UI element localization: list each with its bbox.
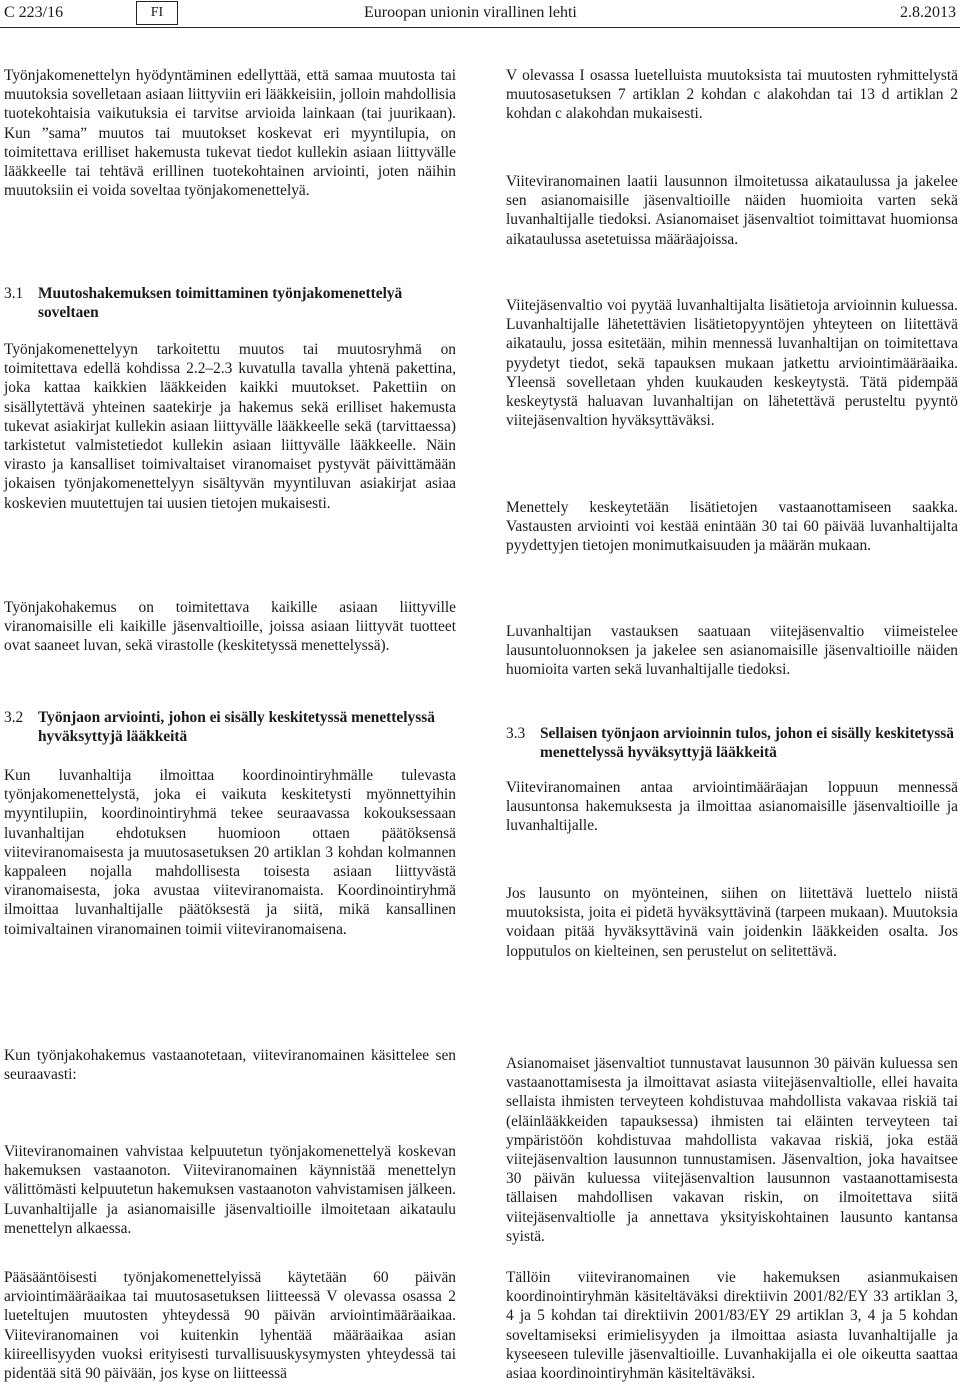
paragraph: Pääsääntöisesti työnjakomenettelyissä käytetään 60 päivän arviointimääräaikaa tai muutosasetuksen liitteessä V olevassa osassa 2 lueteltujen muutosten yhteydessä 90 päivän arviointimääräaikaa. Viiteviranomainen voi kuitenkin lyhentää määräaikaa asian kiireellisyyden vuoksi erityisesti turvallisuuskysymysten yhteydessä tai pidentää sitä 90 päivään, jos kyse on liitteessä [4,1269,456,1383]
header-rule [0,27,960,28]
paragraph: Työnjakomenettelyyn tarkoitettu muutos tai muutosryhmä on toimitettava edellä kohdissa 2.2–2.3 kuvatulla tavalla yhtenä pakettina, joka kattaa kaikkien lääkkeiden kaikki muutokset. Pakettiin on sisällytettävä yhteinen saatekirje ja hakemus sekä erilliset hakemusta tukevat asiakirjat kullekin asiaan liittyvälle lääkkeelle sekä (tarvittaessa) tarkistetut valmistetiedot kullekin asiaan liittyvälle lääkkeelle. Näin virasto ja kansalliset toimivaltaiset viranomaiset pystyvät päivittämään jokaisen työnjakomenettelyyn sisältyvän myyntiluvan asiakirjat asiaa koskevien muutettujen tai uusien tietojen mukaisesti. [4,341,456,512]
section-title: Työnjaon arviointi, johon ei sisälly keskitetyssä menettelyssä hyväksyttyjä lääkkeitä [38,709,435,746]
journal-reference: C 223/16 [4,4,64,21]
page-header [0,0,960,28]
paragraph: Kun luvanhaltija ilmoittaa koordinointiryhmälle tulevasta työnjakomenettelystä, joka ei vaikuta keskitetysti myönnettyihin myyntilupiin, koordinointiryhmä tekee seuraavassa kokouksessaan luvanhaltijan ehdotuksen huomioon ottaen päätöksensä viiteviranomaisesta ja muutosasetuksen 20 artiklan 3 kohdan kolmannen kappaleen nojalla mahdollisesta toisesta asiaan liittyvästä viranomaisesta, joka avustaa viiteviranomaista. Koordinointiryhmä ilmoittaa luvanhaltijalle päätöksestä ja siitä, mikä kansallinen toimivaltainen viranomainen toimii viiteviranomaisena. [4,767,456,938]
paragraph: V olevassa I osassa luetelluista muutoksista tai muutosten ryhmittelystä muutosasetuksen 7 artiklan 2 kohdan c alakohdan tai 13 d artiklan 2 kohdan c alakohdan mukaisesti. [506,67,958,123]
paragraph: Viiteviranomainen laatii lausunnon ilmoitetussa aikataulussa ja jakelee sen asianomaisille jäsenvaltioille näiden huomioita varten sekä luvanhaltijalle tiedoksi. Asianomaiset jäsenvaltiot toimittavat huomionsa aikataulussa asetetuissa määräajoissa. [506,173,958,248]
section-title: Muutoshakemuksen toimittaminen työnjakomenettelyä soveltaen [38,285,403,322]
section-heading-3-1 [4,284,456,322]
section-title: Sellaisen työnjaon arvioinnin tulos, johon ei sisälly keskitetyssä menettelyssä hyväksyttyjä lääkkeitä [540,725,954,762]
paragraph: Viitejäsenvaltio voi pyytää luvanhaltijalta lisätietoja arvioinnin kuluessa. Luvanhaltijalle lähetettävien lisätietopyyntöjen yhteyteen on liitettävä aikataulu, jossa esitetään, mihin mennessä luvanhaltijan on toimitettava pyydetyt tiedot, sekä tapauksen mukaan jatkettu arviointimääräaika. Yleensä sovelletaan yhden kuukauden keskeytystä. Tätä pidempää keskeytystä haluavan luvanhaltijan on lähetettävä perusteltu pyyntö viitejäsenvaltion hyväksyttäväksi. [506,297,958,430]
paragraph: Asianomaiset jäsenvaltiot tunnustavat lausunnon 30 päivän kuluessa sen vastaanottamisesta ja ilmoittavat asiasta viitejäsenvaltiolle, ellei havaita sellaista ihmisten terveyteen kohdistuvaa mahdollista vakavaa riskiä tai (eläinlääkkeiden tapauksessa) ihmisten tai eläinten terveyteen tai ympäristöön kohdistuvaa mahdollista vakavaa riskiä, joka estää viitejäsenvaltion lausunnon tunnustamisen. Jäsenvaltion, joka havaitsee 30 päivän kuluessa viitejäsenvaltion lausunnon vastaanottamisesta tällaisen mahdollisen vakavan riskin, on ilmoitettava siitä viitejäsenvaltiolle ja annettava yksityiskohtainen lausunto kantansa syistä. [506,1055,958,1245]
paragraph: Työnjakomenettelyn hyödyntäminen edellyttää, että samaa muutosta tai muutoksia sovelletaan asiaan liittyviin eri lääkkeisiin, jolloin mahdollisia tuotekohtaisia vaikutuksia ei tarvitse arvioida lainkaan (tai juurikaan). Kun ”sama” muutos tai muutokset koskevat eri myyntilupia, on toimitettava erilliset hakemusta tukevat tiedot kullekin asiaan liittyvälle lääkkeelle tai tehtävä erillinen tuotekohtainen arviointi, joten näihin muutoksiin ei voida soveltaa työnjakomenettelyä. [4,67,456,200]
paragraph: Viiteviranomainen antaa arviointimääräajan loppuun mennessä lausuntonsa hakemuksesta ja ilmoittaa asianomaisille jäsenvaltioille ja luvanhaltijalle. [506,779,958,835]
paragraph: Kun työnjakohakemus vastaanotetaan, viiteviranomainen käsittelee sen seuraavasti: [4,1047,456,1084]
section-heading-3-3 [506,724,958,762]
section-number: 3.1 [4,285,24,302]
paragraph: Luvanhaltijan vastauksen saatuaan viitejäsenvaltio viimeistelee lausuntoluonnoksen ja jakelee sen asianomaisille jäsenvaltioille näiden huomioita varten sekä luvanhaltijalle tiedoksi. [506,623,958,679]
paragraph: Työnjakohakemus on toimitettava kaikille asiaan liittyville viranomaisille eli kaikille jäsenvaltioille, joissa asiaan liittyvät tuotteet ovat saaneet luvan, sekä virastolle (keskitetyssä menettelyssä). [4,599,456,655]
paragraph: Viiteviranomainen vahvistaa kelpuutetun työnjakomenettelyä koskevan hakemuksen vastaanoton. Viiteviranomainen käynnistää menettelyn välittömästi kelpuutetun hakemuksen vastaanoton vahvistamisen jälkeen. Luvanhaltijalle ja asianomaisille jäsenvaltioille ilmoitetaan aikataulu menettelyn alkaessa. [4,1143,456,1237]
section-number: 3.2 [4,709,24,726]
language-code-box: FI [136,1,178,25]
paragraph: Tällöin viiteviranomainen vie hakemuksen asianmukaisen koordinointiryhmän käsiteltäväksi direktiivin 2001/82/EY 33 artiklan 3, 4 ja 5 kohdan tai direktiivin 2001/83/EY 29 artiklan 3, 4 ja 5 kohdan soveltamiseksi erimielisyyden ja ilmoittaa asiasta luvanhaltijalle ja kyseeseen tuleville jäsenvaltioille. Luvanhakijalla ei ole oikeutta saattaa asiaa koordinointiryhmän käsiteltäväksi. [506,1269,958,1383]
paragraph: Jos lausunto on myönteinen, siihen on liitettävä luettelo niistä muutoksista, joita ei pidetä hyväksyttävinä (tarpeen mukaan). Muutoksia voidaan pitää hyväksyttävinä vain joidenkin lääkkeiden osalta. Jos lopputulos on kielteinen, sen perustelut on selitettävä. [506,885,958,960]
section-number: 3.3 [506,725,526,742]
paragraph: Menettely keskeytetään lisätietojen vastaanottamiseen saakka. Vastausten arviointi voi kestää enintään 30 tai 60 päivää luvanhaltijalta pyydettyjen tietojen monimutkaisuuden ja määrän mukaan. [506,499,958,555]
publication-title: Euroopan unionin virallinen lehti [364,4,577,21]
publication-date: 2.8.2013 [900,4,956,21]
section-heading-3-2 [4,708,456,746]
